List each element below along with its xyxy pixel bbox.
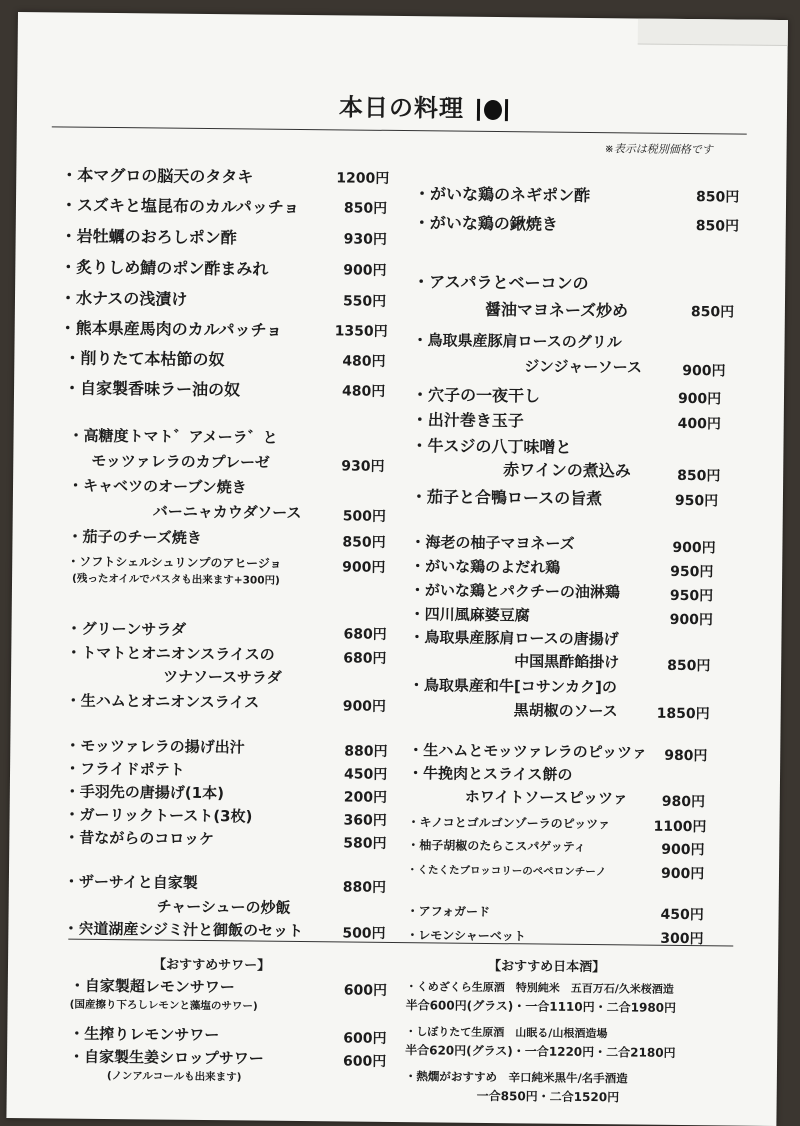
sake-price-detail: 半合600円(グラス)・一合1110円・二合1980円 (405, 998, 677, 1015)
menu-item-name: ・がいな鶏のネギポン酢 (414, 184, 591, 206)
drink-name: ・自家製生姜シロップサワー (68, 1047, 264, 1068)
menu-item-name-line2: 黒胡椒のソース (513, 701, 618, 721)
menu-item-price: 580円 (343, 835, 387, 852)
title-rule (52, 126, 747, 134)
menu-item-price: 880円 (342, 879, 387, 896)
menu-item-name: ・削りたて本枯節の奴 (64, 348, 225, 370)
menu-item-name: ・スズキと塩昆布のカルパッチョ (60, 195, 300, 217)
sour-heading: 【おすすめサワー】 (152, 957, 271, 974)
menu-item-price: 1200円 (336, 170, 390, 187)
menu-item-name: ・本マグロの脳天のタタキ (61, 165, 254, 187)
menu-item-price: 900円 (661, 841, 705, 859)
menu-item-note: (残ったオイルでパスタも出来ます+300円) (72, 572, 280, 587)
menu-item-name-line2: バーニャカウダソース (152, 502, 302, 522)
drink-name: ・自家製超レモンサワー (69, 976, 235, 997)
menu-item-price: 900円 (677, 390, 722, 408)
sake-price-detail: 一合850円・二合1520円 (476, 1088, 620, 1105)
menu-item-name: ・宍道湖産シジミ汁と御飯のセット (63, 919, 304, 941)
plate-fork-knife-icon (475, 97, 511, 123)
drink-note: (国産擦り下ろしレモンと藻塩のサワー) (69, 998, 258, 1013)
menu-item-price: 950円 (674, 492, 719, 510)
menu-item-name-line2: 醤油マヨネーズ炒め (484, 299, 629, 321)
menu-item-price: 1350円 (334, 323, 388, 340)
menu-item-name: ・茄子のチーズ焼き (67, 527, 202, 547)
page-title: 本日の料理 (338, 93, 465, 123)
menu-item-name: ・キノコとゴルゴンゾーラのピッツァ (407, 815, 611, 832)
menu-item-price: 900円 (672, 539, 716, 557)
menu-item-name: ・穴子の一夜干し (411, 385, 541, 406)
tax-note: ※表示は税別価格です (604, 142, 713, 157)
menu-item-price: 500円 (342, 925, 386, 942)
sake-name: ・くめざくら生原酒 特別純米 五百万石/久米桜酒造 (405, 980, 674, 996)
menu-item-name: ・昔ながらのコロッケ (64, 828, 215, 849)
menu-item-name: ・茄子と合鴨ロースの旨煮 (410, 487, 603, 509)
menu-item-name: ・ガーリックトースト(3枚) (64, 805, 253, 826)
menu-item-name-line2: チャーシューの炒飯 (156, 897, 291, 917)
back-sheet-corner (638, 18, 788, 46)
menu-item-name: ・牛挽肉とスライス餅の (407, 764, 573, 784)
menu-item-name-line2: 中国黒酢餡掛け (514, 652, 620, 672)
sake-heading: 【おすすめ日本酒】 (487, 958, 606, 976)
menu-item-name: ・岩牡蠣のおろしポン酢 (60, 226, 237, 248)
menu-item-price: 950円 (670, 563, 714, 581)
menu-item-price: 850円 (667, 657, 711, 675)
menu-item-price: 850円 (695, 218, 740, 235)
menu-item-name: ・フライドポテト (64, 759, 185, 779)
menu-item-price: 900円 (660, 865, 705, 883)
menu-item-price: 400円 (677, 415, 722, 433)
menu-item-name: ・トマトとオニオンスライスの (66, 643, 275, 664)
menu-item-name-line2: ホワイトソースピッツァ (464, 787, 628, 808)
menu-item-price: 680円 (343, 626, 387, 643)
menu-item-name: ・熊本県産馬肉のカルパッチョ (59, 318, 283, 340)
menu-item-price: 200円 (343, 789, 388, 806)
sake-name: ・熱燗がおすすめ 辛口純米黒牛/名手酒造 (404, 1069, 628, 1086)
menu-item-name: ・牛スジの八丁味噌と (411, 436, 572, 457)
menu-item-name: ・生ハムとモッツァレラのピッツァ (408, 741, 648, 762)
menu-item-price: 480円 (341, 383, 386, 400)
menu-item-price: 930円 (343, 231, 387, 248)
menu-item-price: 900円 (343, 262, 387, 279)
menu-item-price: 550円 (342, 293, 387, 310)
menu-item-price: 930円 (341, 458, 385, 475)
drink-price: 600円 (343, 982, 388, 999)
menu-item-price: 880円 (344, 743, 388, 760)
drink-note: (ノンアルコールも出来ます) (106, 1069, 242, 1084)
menu-item-price: 850円 (690, 304, 735, 321)
menu-item-name: ・がいな鶏のよだれ鶏 (410, 557, 561, 577)
menu-item-name: ・自家製香味ラー油の奴 (63, 378, 241, 400)
sake-price-detail: 半合620円(グラス)・一合1220円・二合2180円 (405, 1043, 676, 1060)
menu-item-price: 900円 (682, 362, 726, 380)
menu-item-price: 900円 (669, 611, 713, 629)
menu-item-name: ・炙りしめ鯖のポン酢まみれ (60, 257, 269, 279)
sake-name: ・しぼりたて生原酒 山眠る/山根酒造場 (405, 1025, 608, 1041)
menu-item-name: ・ソフトシェルシュリンプのアヒージョ (67, 554, 282, 571)
menu-item-name: ・鳥取県産和牛[コサンカク]の (408, 676, 618, 697)
menu-item-price: 1850円 (656, 705, 710, 723)
menu-item-name: ・高糖度トマト゛アメーラ゛と (68, 426, 278, 447)
menu-item-name: ・水ナスの浅漬け (59, 288, 188, 309)
menu-item-price: 900円 (342, 559, 386, 576)
menu-item-price: 360円 (343, 812, 387, 829)
menu-item-name: ・出汁巻き玉子 (411, 410, 524, 431)
menu-item-name-line2: 赤ワインの煮込み (503, 460, 631, 481)
drink-price: 600円 (342, 1053, 387, 1070)
menu-item-price: 480円 (342, 353, 386, 370)
menu-item-price: 980円 (664, 747, 708, 765)
menu-item-price: 850円 (696, 189, 740, 206)
menu-item-name: ・ザーサイと自家製 (63, 872, 198, 892)
menu-item-price: 980円 (661, 793, 706, 811)
menu-item-name-line2: ジンジャーソース (524, 357, 643, 377)
menu-item-price: 850円 (677, 467, 721, 485)
menu-item-price: 1100円 (653, 818, 707, 836)
menu-item-name: ・キャベツのオーブン焼き (67, 476, 247, 497)
menu-item-price: 950円 (669, 587, 714, 605)
menu-item-price: 850円 (342, 534, 386, 551)
menu-item-name: ・がいな鶏の鍬焼き (413, 213, 558, 234)
menu-item-price: 450円 (343, 766, 388, 783)
menu-item-name: ・くたくたブロッコリーのペペロンチーノ (406, 864, 607, 879)
menu-item-price: 300円 (660, 930, 704, 948)
menu-item-name: ・グリーンサラダ (66, 619, 187, 639)
menu-item-name: ・がいな鶏とパクチーの油淋鶏 (409, 581, 621, 602)
menu-item-price: 680円 (343, 650, 387, 667)
section-divider (68, 939, 733, 947)
menu-item-name: ・鳥取県産豚肩ロースのグリル (412, 331, 622, 352)
menu-item-name: ・生ハムとオニオンスライス (65, 691, 260, 712)
menu-item-name: ・手羽先の唐揚げ(1本) (64, 782, 225, 803)
menu-item-name: ・鳥取県産豚肩ロースの唐揚げ (409, 628, 619, 649)
menu-item-name: ・アスパラとベーコンの (413, 272, 589, 293)
menu-item-price: 500円 (342, 508, 387, 525)
menu-item-price: 450円 (660, 906, 704, 924)
menu-item-price: 850円 (343, 200, 388, 217)
drink-name: ・生搾りレモンサワー (69, 1024, 220, 1045)
menu-item-name: ・アフォガード (406, 904, 491, 919)
menu-sheet (6, 12, 788, 1126)
menu-item-price: 900円 (342, 698, 387, 715)
menu-item-name: ・四川風麻婆豆腐 (409, 605, 530, 625)
menu-item-name: ・海老の柚子マヨネーズ (410, 533, 575, 553)
menu-item-name: ・柚子胡椒のたらこスパゲッティ (407, 838, 586, 854)
menu-item-name: ・モッツァレラの揚げ出汁 (65, 736, 245, 757)
menu-item-name-line2: ツナソースサラダ (162, 667, 282, 687)
menu-item-name: ・レモンシャーベット (406, 928, 526, 944)
drink-price: 600円 (343, 1030, 387, 1047)
menu-item-name-line2: モッツァレラのカプレーゼ (91, 451, 270, 472)
